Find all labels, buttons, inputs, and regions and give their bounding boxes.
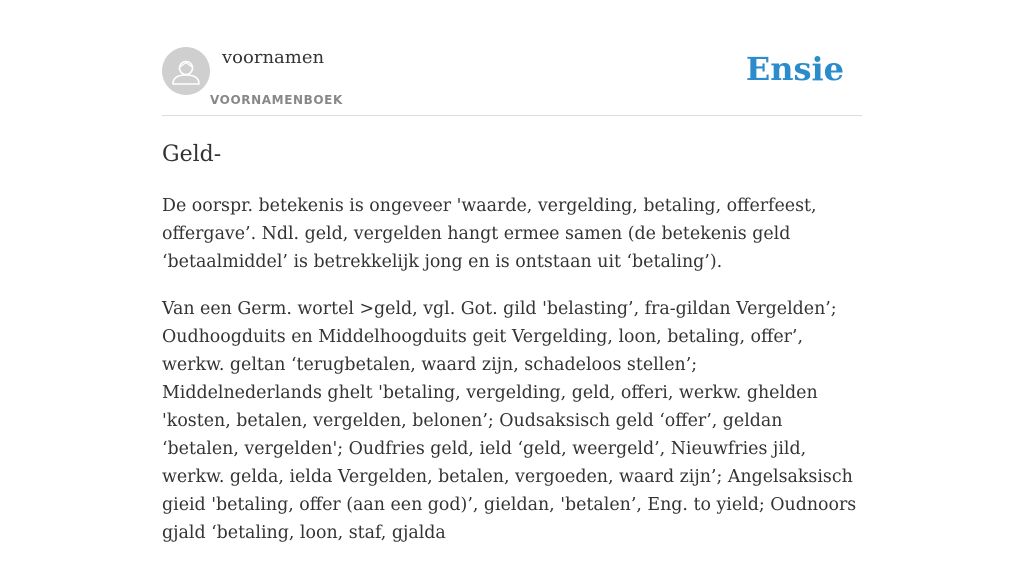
entry-title: Geld-	[162, 142, 222, 167]
entry-paragraph: De oorspr. betekenis is ongeveer 'waarde, vergelding, betaling, offerfeest, offergave’. Ndl. geld, vergelden hangt ermee samen (de betekenis geld ‘betaalmiddel’ is betrekkelijk jong en is ontstaan uit ‘betaling’).	[162, 196, 817, 272]
ensie-logo[interactable]: Ensie	[745, 50, 844, 88]
source-subtitle: VOORNAMENBOEK	[210, 93, 343, 107]
source-name-link[interactable]: voornamen	[222, 47, 325, 68]
page-container	[162, 0, 862, 543]
entry-header	[162, 0, 862, 116]
source-avatar[interactable]	[162, 47, 210, 95]
entry-paragraph: Van een Germ. wortel >geld, vgl. Got. gild 'belasting’, fra-gildan Vergelden’; Oudhoogduits en Middelhoogduits geit Vergelding, loon, betaling, offer’, werkw. geltan ‘terugbetalen, waard zijn, schadeloos stellen’; Middelnederlands ghelt 'betaling, vergelding, geld, offeri, werkw. ghelden 'kosten, betalen, vergelden, belonen’; Oudsaksisch geld ‘offer’, geldan ‘betalen, vergelden'; Oudfries geld, ield ‘geld, weergeld’, Nieuwfries jild, werkw. gelda, ielda Vergelden, betalen, vergoeden, waard zijn’; Angelsaksisch gieid 'betaling, offer (aan een god)’, gieldan, 'betalen’, Eng. to yield; Oudnoors gjald ‘betaling, loon, staf, gjalda	[162, 299, 857, 543]
entry-body	[162, 192, 862, 566]
user-outline-icon	[162, 47, 210, 95]
